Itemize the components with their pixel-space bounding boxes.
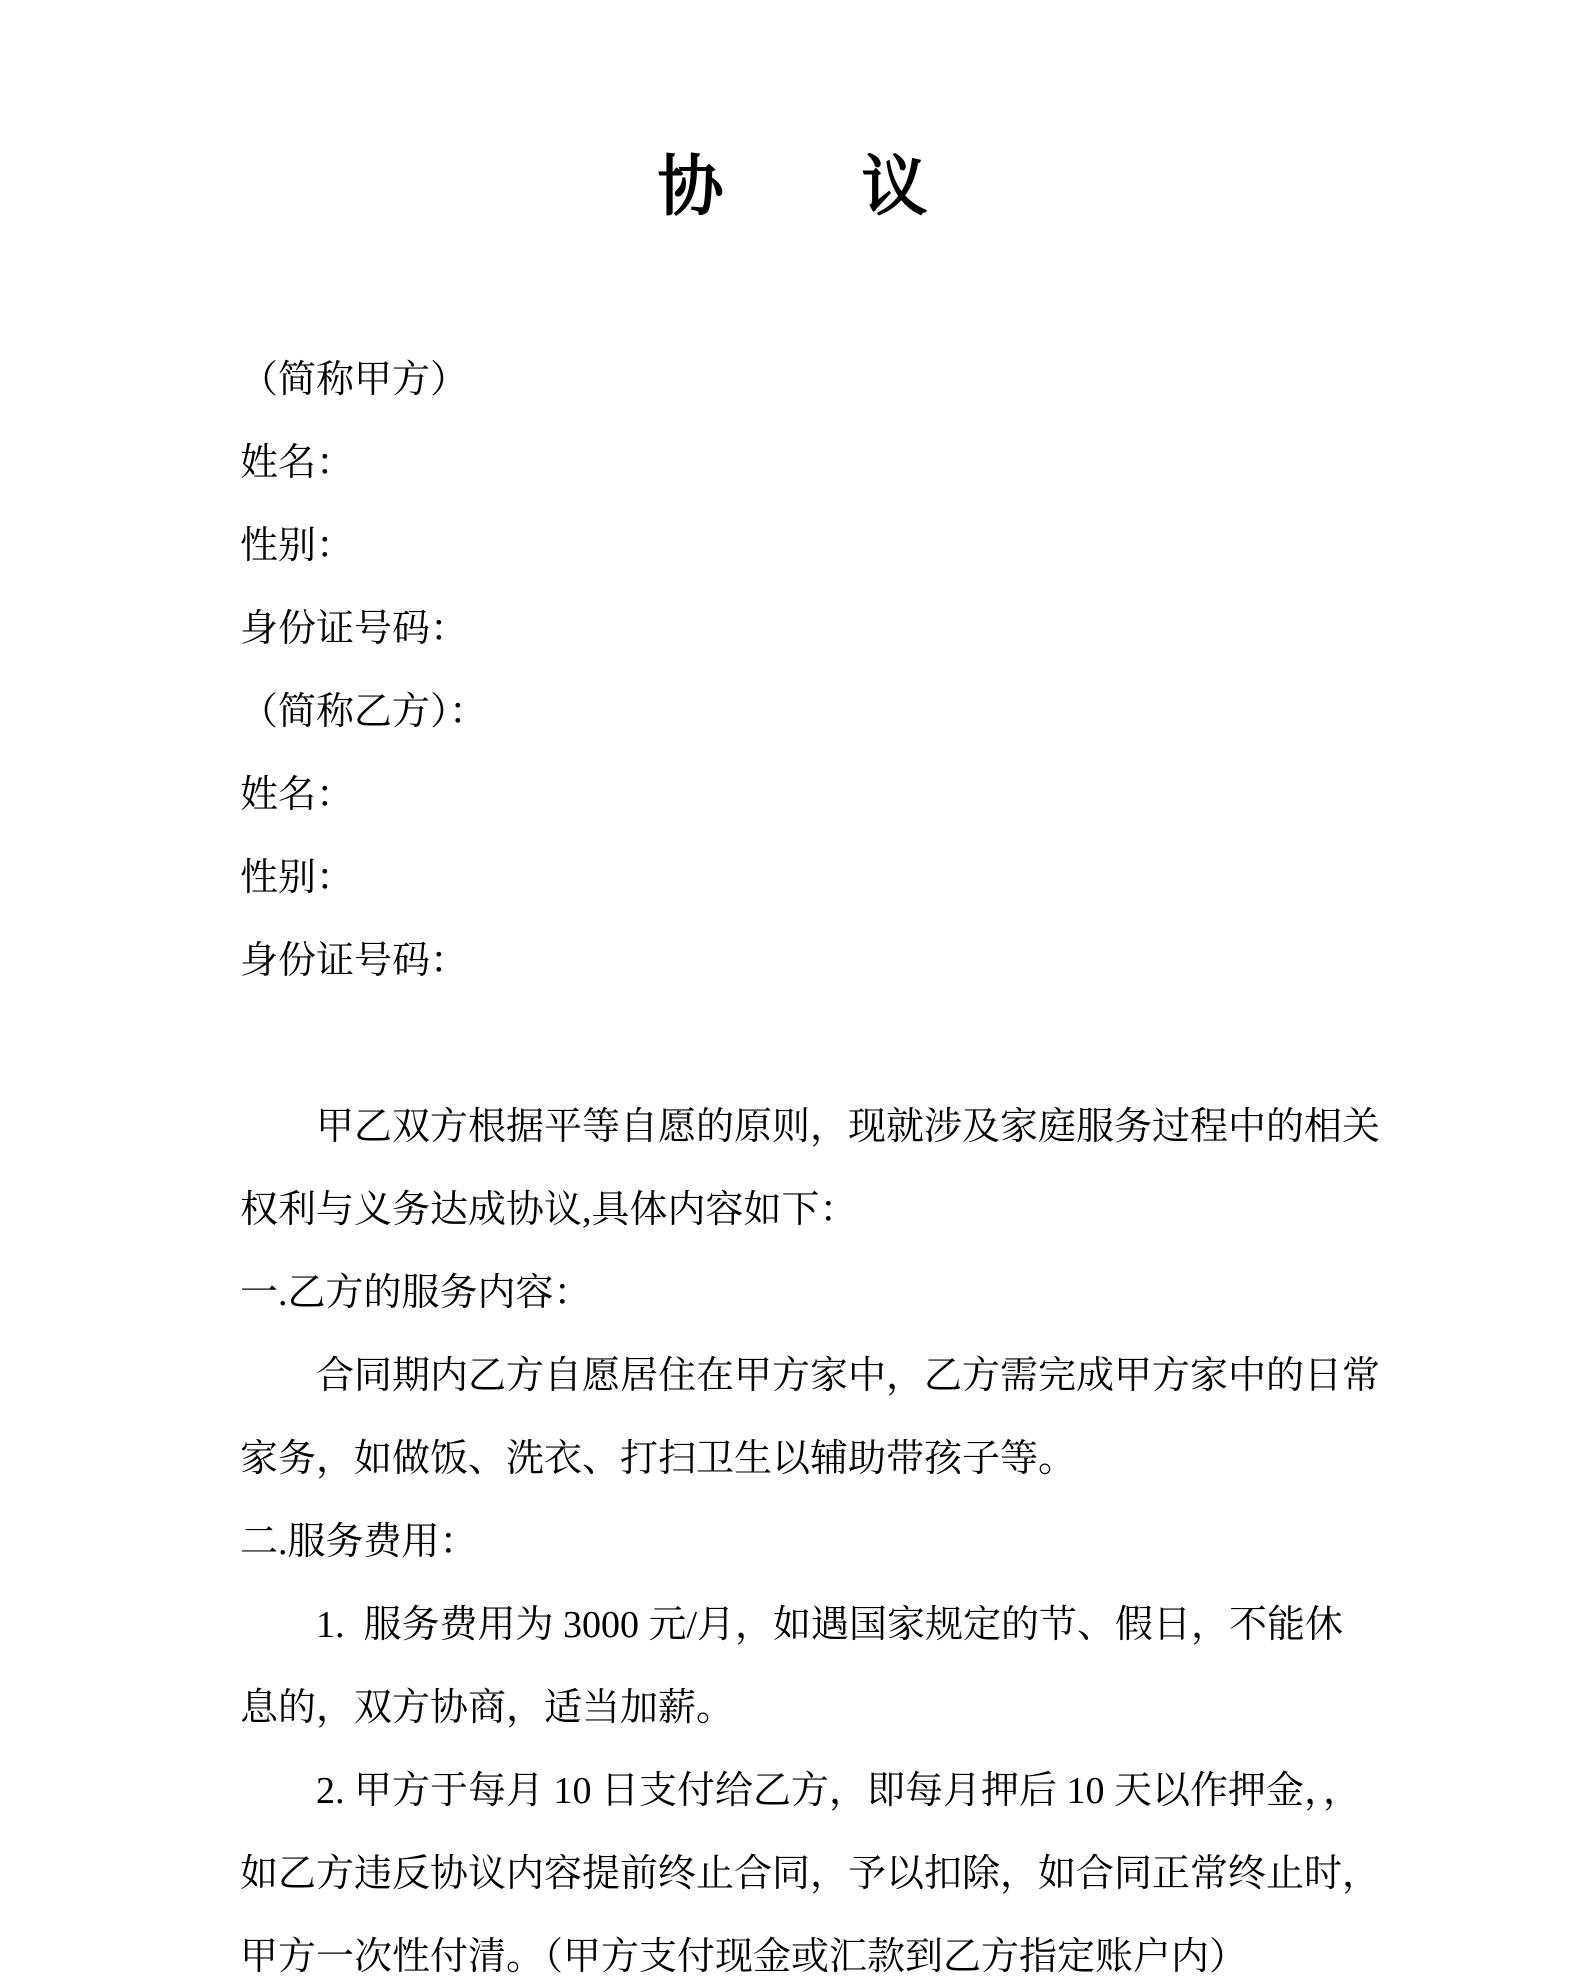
party-b-id-label: 身份证号码：: [240, 940, 469, 982]
preamble-line-1: 甲乙双方根据平等自愿的原则，现就涉及家庭服务过程中的相关: [316, 1106, 1381, 1148]
party-a-gender-label: 性别：: [240, 525, 355, 567]
document-body: [240, 339, 1381, 1981]
section-1-body-line-2: 家务，如做饭、洗衣、打扫卫生以辅助带孩子等。: [240, 1438, 1077, 1480]
section-2-item-2-line-1: 2. 甲方于每月 10 日支付给乙方，即每月押后 10 天以作押金，，: [316, 1770, 1362, 1812]
party-a-id-label: 身份证号码：: [240, 608, 469, 650]
party-b-label: （简称乙方）：: [240, 691, 488, 733]
section-2-item-1-line-1: 1. 服务费用为 3000 元/月，如遇国家规定的节、假日，不能休: [316, 1604, 1344, 1646]
section-2-item-1-line-2: 息的，双方协商，适当加薪。: [240, 1687, 735, 1729]
section-1-body-line-1: 合同期内乙方自愿居住在甲方家中，乙方需完成甲方家中的日常: [316, 1355, 1381, 1397]
party-a-label: （简称甲方）: [240, 359, 469, 401]
party-b-name-label: 姓名：: [240, 774, 355, 816]
spacer-line: [240, 1003, 1355, 1086]
document-title: 协 议: [657, 151, 930, 224]
party-b-gender-label: 性别：: [240, 857, 355, 899]
section-2-heading: 二.服务费用：: [240, 1521, 478, 1563]
section-2-item-2-line-3: 甲方一次性付清。（甲方支付现金或汇款到乙方指定账户内）: [240, 1936, 1248, 1978]
party-a-name-label: 姓名：: [240, 442, 355, 484]
section-2-item-2-line-2: 如乙方违反协议内容提前终止合同，予以扣除，如合同正常终止时，: [240, 1853, 1381, 1895]
preamble-line-2: 权利与义务达成协议,具体内容如下：: [240, 1189, 858, 1231]
section-1-heading: 一.乙方的服务内容：: [240, 1272, 592, 1314]
